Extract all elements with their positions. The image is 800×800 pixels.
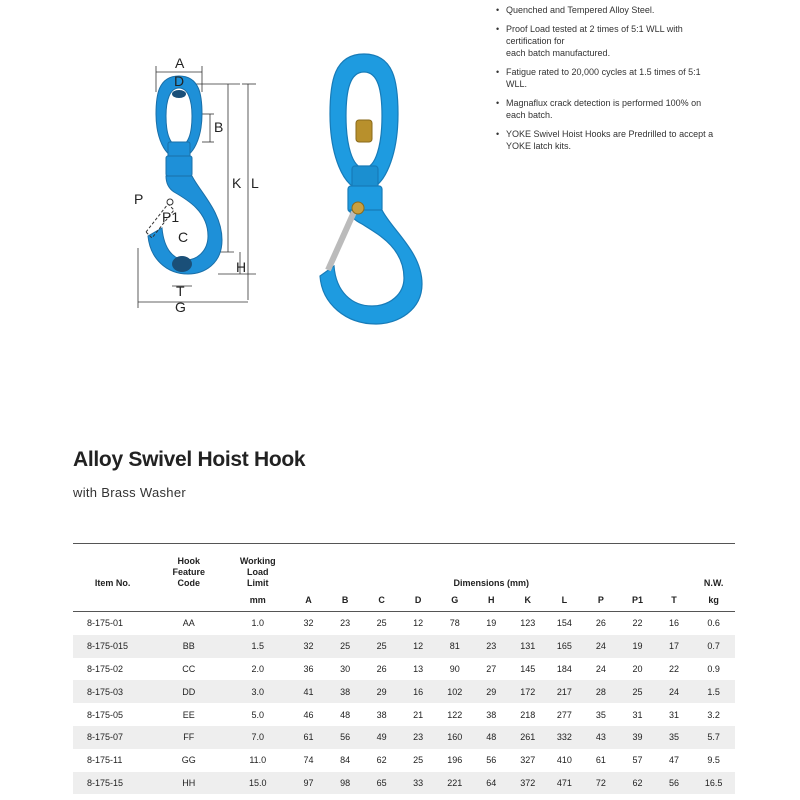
table-cell: 31 — [656, 703, 693, 726]
table-row — [73, 635, 735, 658]
label-c: C — [178, 229, 189, 245]
table-cell: 2.0 — [225, 658, 290, 681]
table-cell: 23 — [473, 635, 510, 658]
table-cell: 38 — [473, 703, 510, 726]
table-cell: 20 — [619, 658, 656, 681]
table-cell: FF — [152, 726, 225, 749]
table-cell: 31 — [619, 703, 656, 726]
table-cell: 30 — [327, 658, 364, 681]
table-cell: 131 — [510, 635, 547, 658]
table-cell: 15.0 — [225, 772, 290, 795]
item-no-cell: 8-175-15 — [73, 772, 152, 795]
table-cell: 90 — [436, 658, 473, 681]
item-no-cell: 8-175-11 — [73, 749, 152, 772]
table-cell: 277 — [546, 703, 583, 726]
table-body — [73, 612, 735, 795]
units-cell: H — [488, 595, 495, 605]
table-cell: 38 — [327, 680, 364, 703]
table-cell: 160 — [436, 726, 473, 749]
table-row — [73, 772, 735, 795]
table-cell: 56 — [656, 772, 693, 795]
table-cell: 35 — [656, 726, 693, 749]
units-cell: A — [305, 595, 312, 605]
table-cell: GG — [152, 749, 225, 772]
swivel-hook-product-image — [300, 48, 460, 328]
table-cell: 26 — [363, 658, 400, 681]
table-cell: 74 — [290, 749, 327, 772]
table-cell: 39 — [619, 726, 656, 749]
table-cell: 32 — [290, 635, 327, 658]
table-units-row — [73, 589, 735, 612]
item-no-cell: 8-175-015 — [73, 635, 152, 658]
table-cell: 97 — [290, 772, 327, 795]
feature-item: • Quenched and Tempered Alloy Steel. — [492, 4, 792, 16]
table-cell: 24 — [583, 658, 620, 681]
units-cell: C — [378, 595, 385, 605]
table-cell: 21 — [400, 703, 437, 726]
table-cell: 0.7 — [692, 635, 735, 658]
table-cell: 48 — [473, 726, 510, 749]
table-cell: 62 — [619, 772, 656, 795]
table-cell: 17 — [656, 635, 693, 658]
units-cell: K — [524, 595, 532, 605]
units-cell: P1 — [631, 595, 643, 605]
label-g: G — [175, 299, 186, 314]
table-cell: 0.9 — [692, 658, 735, 681]
feature-item: • Magnaflux crack detection is performed 100% on each batch. — [492, 97, 792, 121]
table-cell: 29 — [473, 680, 510, 703]
table-cell: 32 — [290, 612, 327, 635]
table-row — [73, 749, 735, 772]
table-cell: 47 — [656, 749, 693, 772]
table-cell: 61 — [583, 749, 620, 772]
table-cell: 184 — [546, 658, 583, 681]
product-title: Alloy Swivel Hoist Hook — [73, 448, 306, 471]
table-cell: 332 — [546, 726, 583, 749]
table-cell: 65 — [363, 772, 400, 795]
table-row — [73, 658, 735, 681]
table-cell: 33 — [400, 772, 437, 795]
table-cell: 98 — [327, 772, 364, 795]
table-cell: 22 — [656, 658, 693, 681]
table-cell: 3.0 — [225, 680, 290, 703]
units-cell: mm — [249, 595, 266, 605]
table-cell: 221 — [436, 772, 473, 795]
table-cell: 123 — [510, 612, 547, 635]
table-cell: 84 — [327, 749, 364, 772]
table-cell: 72 — [583, 772, 620, 795]
table-cell: 196 — [436, 749, 473, 772]
table-cell: 9.5 — [692, 749, 735, 772]
header-feature-code: Hook Feature Code — [172, 556, 205, 588]
table-cell: 62 — [363, 749, 400, 772]
table-cell: 3.2 — [692, 703, 735, 726]
header-wll: Working Load Limit — [239, 556, 276, 588]
table-cell: 25 — [327, 635, 364, 658]
table-cell: 23 — [400, 726, 437, 749]
table-cell: 25 — [363, 635, 400, 658]
table-cell: 218 — [510, 703, 547, 726]
units-cell: L — [561, 595, 568, 605]
units-cell — [73, 589, 152, 612]
table-cell: CC — [152, 658, 225, 681]
table-cell: 38 — [363, 703, 400, 726]
table-cell: 410 — [546, 749, 583, 772]
units-cell: kg — [708, 595, 719, 605]
units-cell: B — [341, 595, 349, 605]
table-cell: 46 — [290, 703, 327, 726]
item-no-cell: 8-175-02 — [73, 658, 152, 681]
table-cell: 471 — [546, 772, 583, 795]
table-cell: 5.0 — [225, 703, 290, 726]
table-cell: 81 — [436, 635, 473, 658]
table-cell: 24 — [583, 635, 620, 658]
table-cell: 78 — [436, 612, 473, 635]
table-cell: 1.0 — [225, 612, 290, 635]
table-cell: 16 — [656, 612, 693, 635]
table-cell: 261 — [510, 726, 547, 749]
table-cell: 5.7 — [692, 726, 735, 749]
table-cell: 22 — [619, 612, 656, 635]
table-row — [73, 726, 735, 749]
feature-item: • Proof Load tested at 2 times of 5:1 WLL with certification for each batch manufactured. — [492, 23, 792, 59]
label-t: T — [176, 283, 185, 299]
table-cell: 19 — [619, 635, 656, 658]
item-no-cell: 8-175-03 — [73, 680, 152, 703]
label-p: P — [134, 191, 144, 207]
table-cell: 28 — [583, 680, 620, 703]
table-cell: 217 — [546, 680, 583, 703]
table-cell: 122 — [436, 703, 473, 726]
table-cell: 29 — [363, 680, 400, 703]
table-cell: 7.0 — [225, 726, 290, 749]
header-dimensions: Dimensions (mm) — [453, 578, 530, 588]
label-l: L — [251, 175, 259, 191]
table-cell: 13 — [400, 658, 437, 681]
label-k: K — [232, 175, 242, 191]
table-cell: 12 — [400, 612, 437, 635]
table-cell: 25 — [400, 749, 437, 772]
table-cell: 16 — [400, 680, 437, 703]
table-row — [73, 612, 735, 635]
label-d: D — [174, 73, 185, 89]
table-cell: HH — [152, 772, 225, 795]
specification-table — [73, 543, 735, 794]
table-cell: 327 — [510, 749, 547, 772]
table-cell: 56 — [327, 726, 364, 749]
table-cell: AA — [152, 612, 225, 635]
label-p1: P1 — [162, 209, 180, 225]
feature-item: • Fatigue rated to 20,000 cycles at 1.5 times of 5:1 WLL. — [492, 66, 792, 90]
table-cell: 102 — [436, 680, 473, 703]
table-row — [73, 680, 735, 703]
table-cell: 154 — [546, 612, 583, 635]
table-cell: 11.0 — [225, 749, 290, 772]
table-header-row — [73, 544, 735, 590]
label-b: B — [214, 119, 224, 135]
table-cell: 19 — [473, 612, 510, 635]
units-cell — [152, 589, 225, 612]
table-cell: 0.6 — [692, 612, 735, 635]
table-cell: EE — [152, 703, 225, 726]
table-cell: 24 — [656, 680, 693, 703]
table-cell: 64 — [473, 772, 510, 795]
table-cell: 1.5 — [692, 680, 735, 703]
table-cell: 57 — [619, 749, 656, 772]
table-cell: 26 — [583, 612, 620, 635]
units-cell: G — [451, 595, 459, 605]
table-cell: 48 — [327, 703, 364, 726]
table-cell: 1.5 — [225, 635, 290, 658]
table-cell: 49 — [363, 726, 400, 749]
table-cell: 16.5 — [692, 772, 735, 795]
table-cell: 12 — [400, 635, 437, 658]
item-no-cell: 8-175-05 — [73, 703, 152, 726]
table-cell: 145 — [510, 658, 547, 681]
feature-item: • YOKE Swivel Hoist Hooks are Predrilled to accept a YOKE latch kits. — [492, 128, 792, 152]
table-cell: 43 — [583, 726, 620, 749]
units-cell: D — [414, 595, 422, 605]
item-no-cell: 8-175-07 — [73, 726, 152, 749]
label-a: A — [175, 55, 185, 71]
product-subtitle: with Brass Washer — [73, 485, 186, 500]
table-cell: 23 — [327, 612, 364, 635]
units-cell: P — [597, 595, 604, 605]
table-cell: 25 — [363, 612, 400, 635]
table-cell: 36 — [290, 658, 327, 681]
table-cell: 165 — [546, 635, 583, 658]
table-cell: 372 — [510, 772, 547, 795]
table-cell: 56 — [473, 749, 510, 772]
table-row — [73, 703, 735, 726]
table-cell: 61 — [290, 726, 327, 749]
table-cell: 35 — [583, 703, 620, 726]
table-cell: 27 — [473, 658, 510, 681]
item-no-cell: 8-175-01 — [73, 612, 152, 635]
table-cell: 41 — [290, 680, 327, 703]
table-cell: 25 — [619, 680, 656, 703]
feature-list — [492, 0, 792, 159]
label-h: H — [236, 259, 247, 275]
table-cell: 172 — [510, 680, 547, 703]
units-cell: T — [671, 595, 677, 605]
header-item-no: Item No. — [94, 578, 131, 588]
hook-dimension-diagram — [118, 52, 278, 314]
header-nw: N.W. — [703, 578, 724, 588]
table-cell: BB — [152, 635, 225, 658]
table-cell: DD — [152, 680, 225, 703]
